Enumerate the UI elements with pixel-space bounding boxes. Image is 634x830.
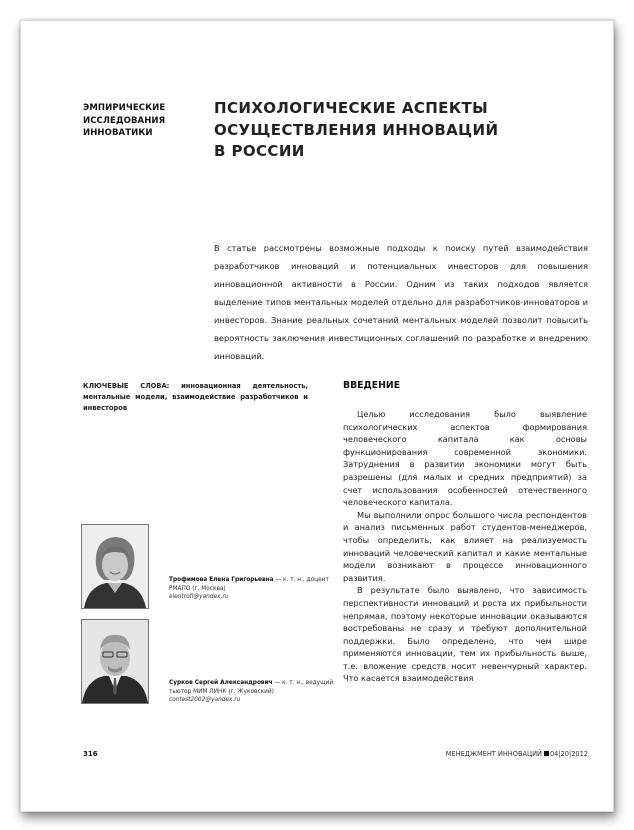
- body-paragraph-2: Мы выполнили опрос большого числа респондентов и анализ письменных работ студентов-менеджеров, чтобы определить, как влияет на реализуемость инноваций человеческий капитал и какие ментальные модели возникают в процессе инновационного развития.: [343, 509, 587, 583]
- article-title: ПСИХОЛОГИЧЕСКИЕ АСПЕКТЫ ОСУЩЕСТВЛЕНИЯ ИННОВАЦИЙ В РОССИИ: [214, 99, 499, 160]
- abstract: В статье рассмотрены возможные подходы к поиску путей взаимодействия разработчиков инноваций и потенциальных инвесторов для повышения инновационной активности в России. Одним из таких подходов является выделение типов ментальных моделей отдельно для разработчиков-инноваторов и инвесторов. Знание реальных сочетаний ментальных моделей позволит повысить вероятность заключения инвестиционных соглашений по разработке и внедрению инноваций.: [214, 243, 588, 361]
- author-affiliation: РМАПО (г. Москва): [169, 585, 226, 592]
- body-text: [343, 408, 587, 685]
- author-email: contest2002@yandex.ru: [169, 697, 241, 704]
- page-number: 316: [83, 750, 98, 758]
- journal-name: МЕНЕДЖМЕНТ ИННОВАЦИЙ: [445, 750, 542, 758]
- author-name: Сурков Сергей Александрович: [169, 680, 273, 686]
- author-name-line: [169, 576, 349, 585]
- author-name: Трофимова Елена Григорьевна: [169, 577, 274, 583]
- author-degree: — к. т. н., ведущий: [272, 680, 334, 686]
- author-affiliation: тьютор МИМ ЛИНК (г. Жуковский): [169, 688, 274, 695]
- author-info: [169, 576, 349, 602]
- journal-footer: [426, 750, 588, 758]
- journal-page: [20, 20, 614, 812]
- square-bullet-icon: [544, 751, 549, 756]
- keywords: КЛЮЧЕВЫЕ СЛОВА: инновационная деятельность, ментальные модели, взаимодействие разработчиков и инвесторов: [83, 382, 308, 412]
- woman-portrait-icon: [82, 525, 148, 608]
- body-paragraph-3: В результате было выявлено, что зависимость перспективности инноваций и роста их прибыльности непрямая, поэтому некоторые инновации оказываются востребованы не сразу и требуют дополнительной поддержки. Было определено, что чем шире применяются инновации, тем их прибыльность выше, т.е. вложение средств носит невенчурный характер. Что касается взаимодействия: [343, 585, 587, 684]
- author-email: elentrofi@yandex.ru: [169, 594, 229, 601]
- body-paragraph-1: Целью исследования было выявление психологических аспектов формирования человеческого капитала как основы функционирования современной экономики. Затруднения в развитии экономики могут быть разрешены (для малых и средних предприятий) за счет использования особенностей отечественного человеческого капитала.: [343, 409, 587, 508]
- section-label: ЭМПИРИЧЕСКИЕ ИССЛЕДОВАНИЯ ИННОВАТИКИ: [83, 103, 166, 138]
- man-portrait-icon: [82, 620, 148, 703]
- journal-issue: 04|20|2012: [549, 750, 588, 758]
- intro-heading: ВВЕДЕНИЕ: [343, 380, 401, 391]
- author-info: [169, 679, 349, 705]
- author-degree: — к. т. н., доцент: [273, 577, 329, 583]
- author-photo-trofimova: [81, 524, 149, 609]
- author-photo-surkov: [81, 619, 149, 704]
- author-name-line: [169, 679, 349, 688]
